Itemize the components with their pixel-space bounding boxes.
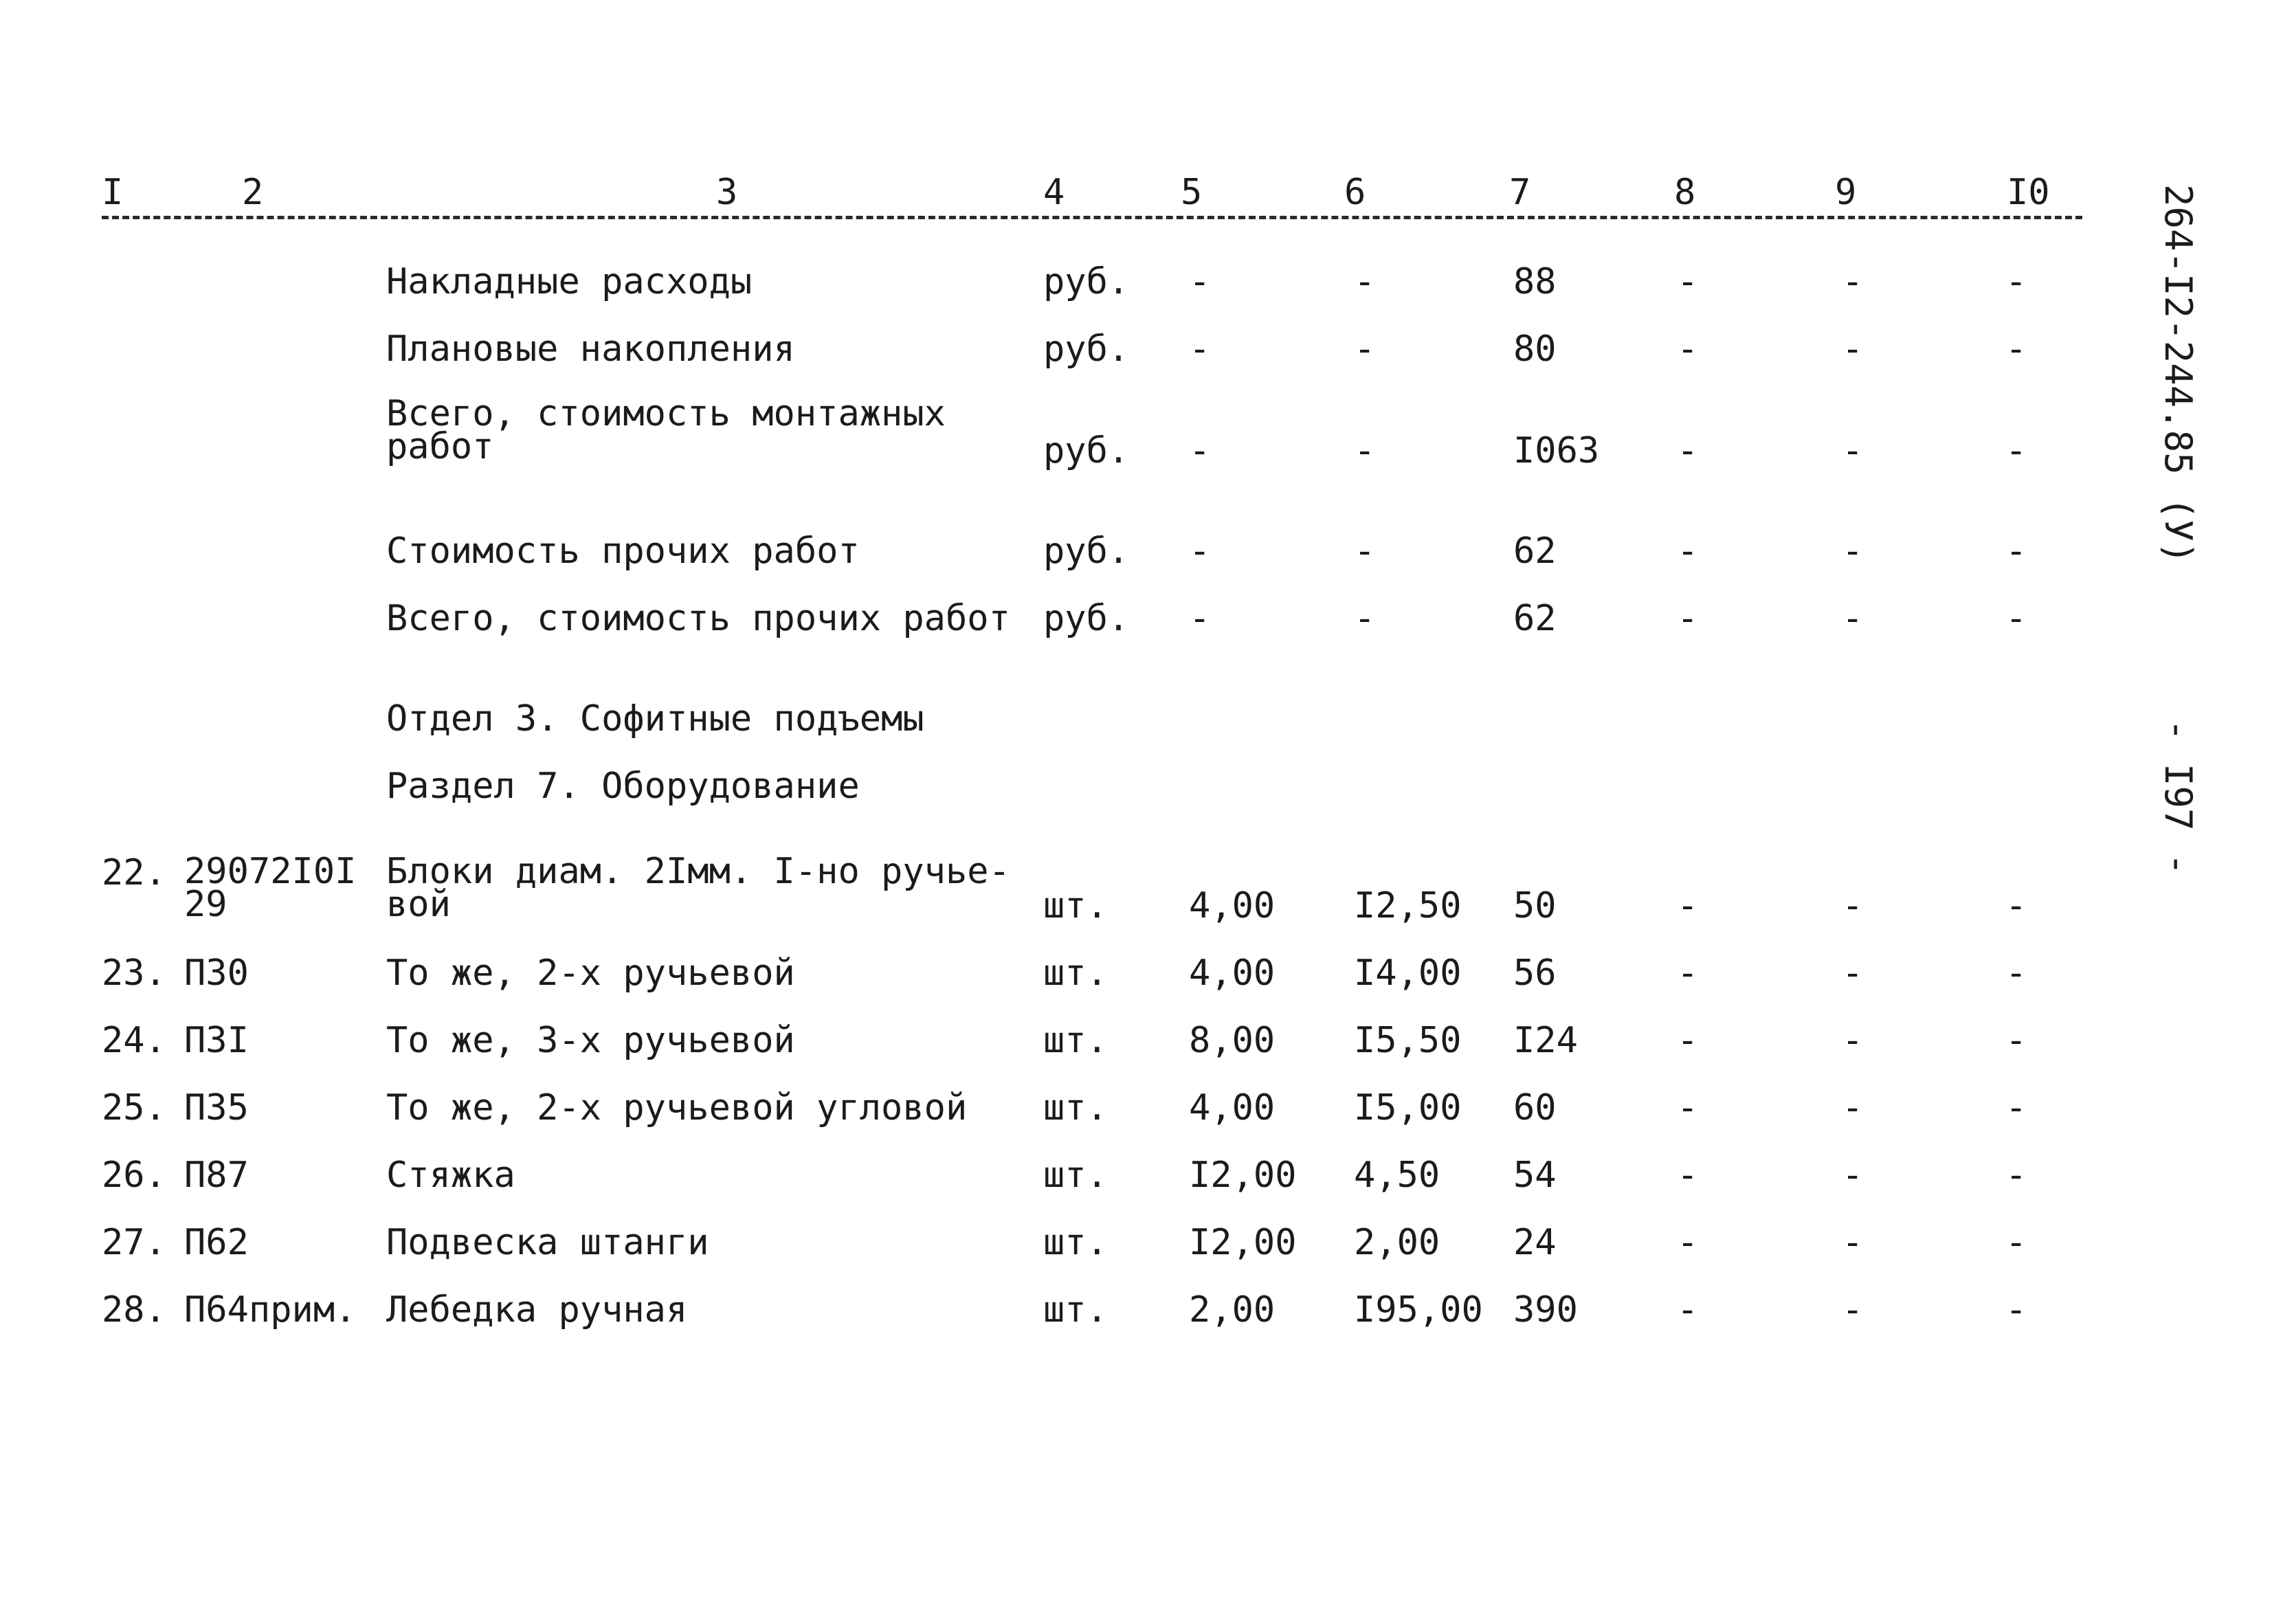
cell-col9: - (1842, 1289, 1864, 1331)
cell-total: 50 (1513, 885, 1557, 926)
section-title-razdel: Раздел 7. Оборудование (386, 766, 860, 807)
cell-name: Лебедка ручная (386, 1289, 688, 1331)
cell-code: П30 (184, 953, 249, 994)
cell-col10: - (2005, 1155, 2027, 1196)
cell-quantity: 4,00 (1189, 885, 1276, 926)
cell-col7: 62 (1513, 531, 1557, 572)
cell-col10: - (2005, 1289, 2027, 1331)
cell-col8: - (1677, 531, 1699, 572)
cell-price: I5,00 (1354, 1087, 1462, 1128)
cell-number: 25. (102, 1087, 166, 1128)
cell-unit: руб. (1043, 598, 1130, 639)
cell-col8: - (1677, 1087, 1699, 1128)
cell-total: 24 (1513, 1222, 1557, 1263)
cell-col5: - (1189, 598, 1211, 639)
cell-total: 56 (1513, 953, 1557, 994)
cell-code: П87 (184, 1155, 249, 1196)
column-header-10: I0 (2007, 172, 2050, 213)
cell-col7: 88 (1513, 261, 1557, 302)
cell-total: 390 (1513, 1289, 1578, 1331)
cell-unit: шт. (1043, 1289, 1108, 1331)
cell-col10: - (2005, 885, 2027, 926)
cell-col9: - (1842, 1155, 1864, 1196)
document-code: 264-I2-244.85 (У) (2157, 184, 2200, 564)
cell-col9: - (1842, 531, 1864, 572)
cell-col9: - (1842, 1087, 1864, 1128)
cell-price: 2,00 (1354, 1222, 1440, 1263)
cell-name: Стоимость прочих работ (386, 531, 860, 572)
cell-unit: шт. (1043, 1087, 1108, 1128)
cell-col8: - (1677, 1289, 1699, 1331)
cell-col10: - (2005, 1222, 2027, 1263)
cell-code: П62 (184, 1222, 249, 1263)
cell-number: 28. (102, 1289, 166, 1331)
cell-col7: I063 (1513, 430, 1600, 471)
cell-col9: - (1842, 430, 1864, 471)
cell-name: То же, 3-х ручьевой (386, 1020, 795, 1061)
cell-col8: - (1677, 261, 1699, 302)
cell-total: 60 (1513, 1087, 1557, 1128)
cell-col8: - (1677, 329, 1699, 370)
cell-total: I24 (1513, 1020, 1578, 1061)
cell-name: Плановые накопления (386, 329, 795, 370)
cell-name: Всего, стоимость прочих работ (386, 598, 1010, 639)
cell-col8: - (1677, 1222, 1699, 1263)
cell-col5: - (1189, 531, 1211, 572)
page-number: - I97 - (2157, 719, 2200, 876)
column-header-2: 2 (242, 172, 264, 213)
cell-unit: руб. (1043, 430, 1130, 471)
cell-col6: - (1354, 598, 1376, 639)
cell-unit: руб. (1043, 261, 1130, 302)
cell-price: I2,50 (1354, 885, 1462, 926)
cell-col8: - (1677, 1155, 1699, 1196)
cell-code: П64прим. (184, 1289, 357, 1331)
cell-col10: - (2005, 261, 2027, 302)
cell-col10: - (2005, 598, 2027, 639)
cell-col9: - (1842, 1222, 1864, 1263)
cell-col5: - (1189, 261, 1211, 302)
cell-col9: - (1842, 1020, 1864, 1061)
cell-code: П35 (184, 1087, 249, 1128)
column-header-4: 4 (1043, 172, 1065, 213)
cell-quantity: I2,00 (1189, 1155, 1297, 1196)
cell-name: Стяжка (386, 1155, 515, 1196)
cell-col10: - (2005, 1020, 2027, 1061)
cell-col9: - (1842, 261, 1864, 302)
cell-col8: - (1677, 430, 1699, 471)
cell-price: 4,50 (1354, 1155, 1440, 1196)
cell-col6: - (1354, 329, 1376, 370)
cell-quantity: 4,00 (1189, 1087, 1276, 1128)
column-header-7: 7 (1509, 172, 1531, 213)
cell-col8: - (1677, 1020, 1699, 1061)
cell-name: Накладные расходы (386, 261, 753, 302)
cell-unit: руб. (1043, 329, 1130, 370)
cell-number: 22. (102, 852, 166, 893)
cell-col6: - (1354, 261, 1376, 302)
section-title-otdel: Отдел 3. Софитные подъемы (386, 698, 924, 739)
cell-col9: - (1842, 598, 1864, 639)
cell-name: Блоки диам. 2Iмм. I-но ручье- вой (386, 851, 1010, 925)
cell-code: П3I (184, 1020, 249, 1061)
cell-quantity: 4,00 (1189, 953, 1276, 994)
cell-unit: шт. (1043, 953, 1108, 994)
cell-unit: шт. (1043, 1020, 1108, 1061)
cell-total: 54 (1513, 1155, 1557, 1196)
cell-unit: шт. (1043, 885, 1108, 926)
cell-col5: - (1189, 329, 1211, 370)
cell-col8: - (1677, 953, 1699, 994)
cell-col10: - (2005, 531, 2027, 572)
cell-price: I95,00 (1354, 1289, 1483, 1331)
cell-quantity: 2,00 (1189, 1289, 1276, 1331)
cell-col10: - (2005, 430, 2027, 471)
cell-price: I5,50 (1354, 1020, 1462, 1061)
column-header-9: 9 (1835, 172, 1857, 213)
cell-name: То же, 2-х ручьевой угловой (386, 1087, 968, 1128)
cell-unit: руб. (1043, 531, 1130, 572)
cell-col7: 62 (1513, 598, 1557, 639)
cell-number: 27. (102, 1222, 166, 1263)
cell-number: 23. (102, 953, 166, 994)
cell-price: I4,00 (1354, 953, 1462, 994)
cell-name: Всего, стоимость монтажных работ (386, 393, 946, 467)
column-header-1: I (102, 172, 124, 213)
cell-unit: шт. (1043, 1222, 1108, 1263)
cell-col9: - (1842, 329, 1864, 370)
column-header-8: 8 (1674, 172, 1696, 213)
cell-unit: шт. (1043, 1155, 1108, 1196)
cell-col9: - (1842, 885, 1864, 926)
column-header-6: 6 (1344, 172, 1366, 213)
cell-col6: - (1354, 430, 1376, 471)
cell-col8: - (1677, 885, 1699, 926)
cell-quantity: 8,00 (1189, 1020, 1276, 1061)
cell-number: 24. (102, 1020, 166, 1061)
cell-col7: 80 (1513, 329, 1557, 370)
cell-quantity: I2,00 (1189, 1222, 1297, 1263)
cell-col10: - (2005, 329, 2027, 370)
cell-col5: - (1189, 430, 1211, 471)
cell-col10: - (2005, 953, 2027, 994)
cell-code: 29072I0I 29 (184, 851, 357, 925)
cell-name: Подвеска штанги (386, 1222, 709, 1263)
cell-col10: - (2005, 1087, 2027, 1128)
cell-col8: - (1677, 598, 1699, 639)
column-header-5: 5 (1181, 172, 1203, 213)
header-dashed-rule (102, 216, 2082, 219)
cell-col9: - (1842, 953, 1864, 994)
cell-col6: - (1354, 531, 1376, 572)
column-header-3: 3 (716, 172, 738, 213)
cell-name: То же, 2-х ручьевой (386, 953, 795, 994)
cell-number: 26. (102, 1155, 166, 1196)
